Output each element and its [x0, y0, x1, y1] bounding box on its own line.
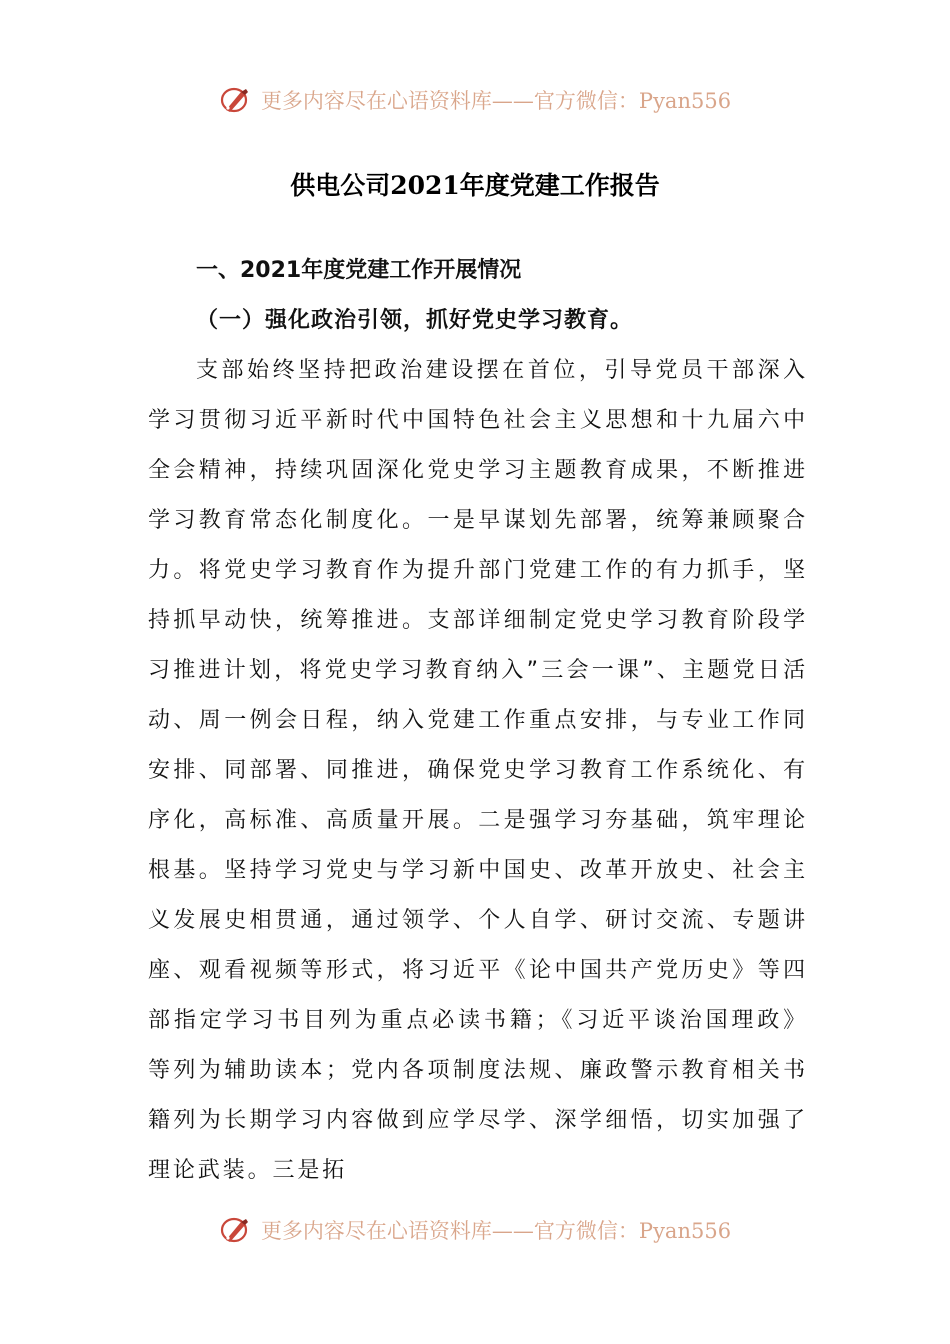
pen-nib-logo-icon [219, 1214, 251, 1246]
sub-heading: （一）强化政治引领，抓好党史学习教育。 [196, 308, 634, 333]
header-watermark-banner [0, 78, 950, 122]
section-heading: 一、2021年度党建工作开展情况 [196, 258, 522, 283]
footer-watermark-banner [0, 1208, 950, 1252]
footer-watermark-text: 更多内容尽在心语资料库——官方微信：Pyan556 [260, 1219, 732, 1243]
body-paragraph: 支部始终坚持把政治建设摆在首位，引导党员干部深入学习贯彻习近平新时代中国特色社会主义思想和十九届六中全会精神，持续巩固深化党史学习主题教育成果，不断推进学习教育常态化制度化。一是早谋划先部署，统筹兼顾聚合力。将党史学习教育作为提升部门党建工作的有力抓手，坚持抓早动快，统筹推进。支部详细制定党史学习教育阶段学习推进计划，将党史学习教育纳入”三会一课”、主题党日活动、周一例会日程，纳入党建工作重点安排，与专业工作同安排、同部署、同推进，确保党史学习教育工作系统化、有序化，高标准、高质量开展。二是强学习夯基础，筑牢理论根基。坚持学习党史与学习新中国史、改革开放史、社会主义发展史相贯通，通过领学、个人自学、研讨交流、专题讲座、观看视频等形式，将习近平《论中国共产党历史》等四部指定学习书目列为重点必读书籍；《习近平谈治国理政》等列为辅助读本；党内各项制度法规、廉政警示教育相关书籍列为长期学习内容做到应学尽学、深学细悟，切实加强了理论武装。三是拓 [148, 358, 808, 1183]
header-watermark-text: 更多内容尽在心语资料库——官方微信：Pyan556 [260, 89, 732, 113]
document-title: 供电公司2021年度党建工作报告 [290, 171, 660, 200]
pen-nib-logo-icon [219, 84, 251, 116]
